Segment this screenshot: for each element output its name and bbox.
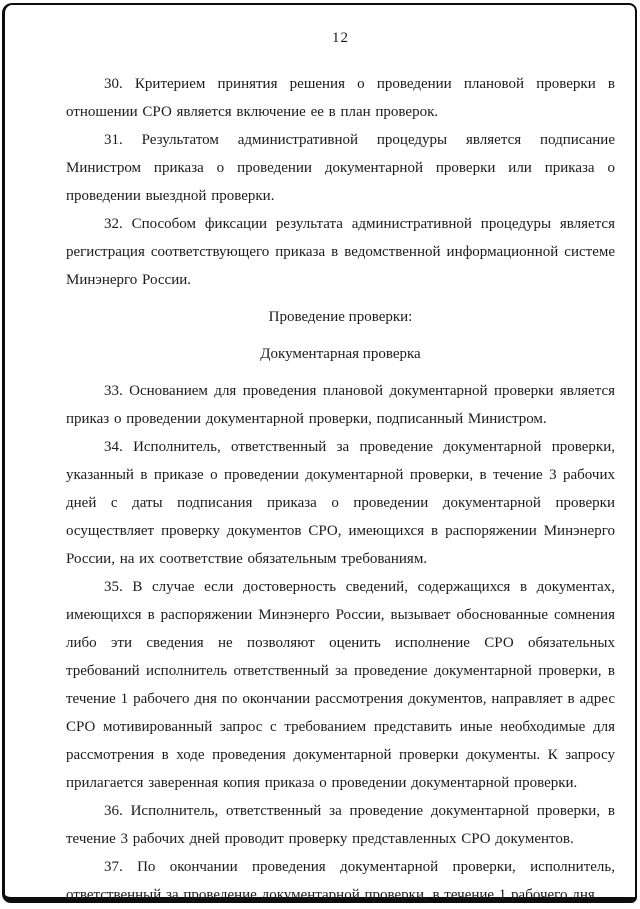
- paragraph-34: 34. Исполнитель, ответственный за проведение документарной проверки, указанный в приказе о проведении документарной проверки, в течение 3 рабочих дней с даты подписания приказа о проведении документарной проверки осуществляет проверку документов СРО, имеющихся в распоряжении Минэнерго России, на их соответствие обязательным требованиям.: [66, 439, 615, 567]
- section-heading-documentary: Документарная проверка: [260, 346, 421, 362]
- paragraph-32: 32. Способом фиксации результата административной процедуры является регистрация соответствующего приказа в ведомственной информационной системе Минэнерго России.: [66, 216, 615, 288]
- paragraph-33: 33. Основанием для проведения плановой документарной проверки является приказ о проведении документарной проверки, подписанный Министром.: [66, 383, 615, 427]
- paragraph-30: 30. Критерием принятия решения о проведении плановой проверки в отношении СРО является включение ее в план проверок.: [66, 76, 615, 120]
- paragraph-37: 37. По окончании проведения документарной проверки, исполнитель, ответственный за проведение документарной проверки, в течение 1 рабочего дня: [66, 859, 615, 903]
- document-page: [66, 24, 615, 909]
- page-number: 12: [332, 30, 349, 46]
- paragraph-35: 35. В случае если достоверность сведений, содержащихся в документах, имеющихся в распоряжении Минэнерго России, вызывает обоснованные сомнения либо эти сведения не позволяют оценить исполнение СРО обязательных требований исполнитель ответственный за проведение документарной проверки, в течение 1 рабочего дня по окончании рассмотрения документов, направляет в адрес СРО мотивированный запрос с требованием представить иные необходимые для рассмотрения в ходе проведения документарной проверки документы. К запросу прилагается заверенная копия приказа о проведении документарной проверки.: [66, 579, 615, 791]
- section-heading-inspection: Проведение проверки:: [268, 309, 413, 325]
- paragraph-31: 31. Результатом административной процедуры является подписание Министром приказа о проведении документарной проверки или приказа о проведении выездной проверки.: [66, 132, 615, 204]
- paragraph-36: 36. Исполнитель, ответственный за проведение документарной проверки, в течение 3 рабочих дней проводит проверку представленных СРО документов.: [66, 803, 615, 847]
